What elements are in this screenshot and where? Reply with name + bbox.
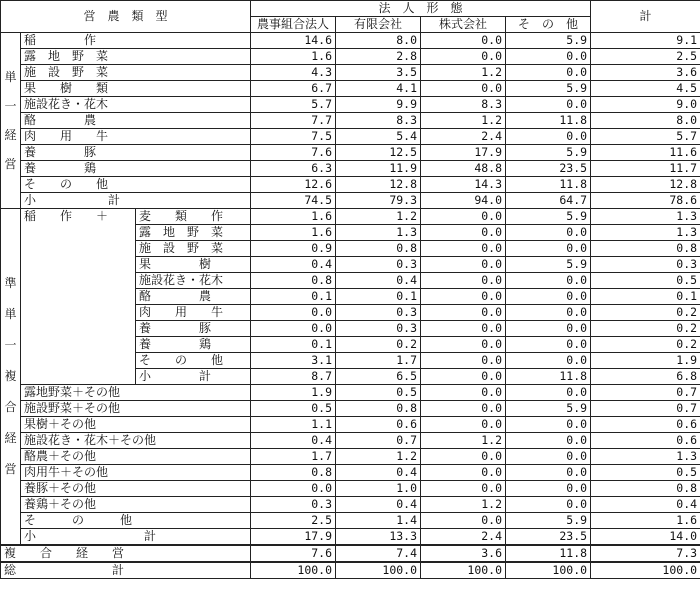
legal-form-header: 法 人 形 態 [251,1,591,17]
value-cell: 0.0 [421,353,506,369]
table-row [1,177,700,193]
row-label: 養豚＋その他 [21,481,251,497]
value-cell: 5.9 [506,145,591,161]
value-cell: 1.1 [251,417,336,433]
value-cell: 0.0 [506,241,591,257]
value-cell: 0.4 [591,497,700,513]
row-label: 果樹＋その他 [21,417,251,433]
value-cell: 12.8 [336,177,421,193]
value-cell: 0.7 [591,385,700,401]
value-cell: 0.0 [251,321,336,337]
row-label: 稲 作 [21,33,251,49]
table-row [1,209,700,225]
value-cell: 1.4 [336,513,421,529]
value-cell: 0.0 [506,129,591,145]
value-cell: 0.3 [336,305,421,321]
group-label-text: 単一経営 [4,69,17,171]
value-cell: 14.3 [421,177,506,193]
value-cell: 23.5 [506,529,591,546]
value-cell: 1.7 [336,353,421,369]
value-cell: 1.9 [591,353,700,369]
value-cell: 2.4 [421,129,506,145]
value-cell: 1.2 [421,65,506,81]
value-cell: 0.0 [506,305,591,321]
value-cell: 0.0 [421,481,506,497]
total-header: 計 [591,1,700,33]
table-row [1,97,700,113]
value-cell: 1.6 [251,209,336,225]
group-label-single [1,33,21,209]
row-label: 養 鶏 [21,161,251,177]
row-label: 露地野菜＋その他 [21,385,251,401]
table-row [1,129,700,145]
grand-total-row [1,562,700,579]
row-label: 施設花き・花木 [136,273,251,289]
value-cell: 0.2 [591,305,700,321]
value-cell: 2.8 [336,49,421,65]
value-cell: 9.1 [591,33,700,49]
table-row [1,161,700,177]
row-label: 酪農＋その他 [21,449,251,465]
value-cell: 3.1 [251,353,336,369]
table-row [1,145,700,161]
value-cell: 8.0 [336,33,421,49]
value-cell: 100.0 [506,562,591,579]
table-row [1,481,700,497]
value-cell: 7.6 [251,145,336,161]
row-label: 施設花き・花木＋その他 [21,433,251,449]
value-cell: 6.3 [251,161,336,177]
row-label: 麦 類 作 [136,209,251,225]
value-cell: 48.8 [421,161,506,177]
value-cell: 0.6 [591,417,700,433]
row-label: 施 設 野 菜 [21,65,251,81]
value-cell: 1.7 [251,449,336,465]
value-cell: 1.6 [591,513,700,529]
value-cell: 0.0 [506,225,591,241]
value-cell: 9.0 [591,97,700,113]
value-cell: 0.0 [421,369,506,385]
row-label: 養 鶏 [136,337,251,353]
rice-group-label: 稲 作 ＋ [21,209,136,385]
value-cell: 1.0 [336,481,421,497]
header-row-1 [1,1,700,17]
value-cell: 0.8 [251,465,336,481]
row-label: そ の 他 [21,513,251,529]
value-cell: 0.1 [251,289,336,305]
table-row [1,465,700,481]
table-row [1,497,700,513]
value-cell: 74.5 [251,193,336,209]
value-cell: 11.8 [506,113,591,129]
value-cell: 79.3 [336,193,421,209]
table-row [1,33,700,49]
farm-type-header: 営 農 類 型 [1,1,251,33]
value-cell: 7.7 [251,113,336,129]
value-cell: 0.0 [421,385,506,401]
value-cell: 1.2 [336,209,421,225]
row-label: 酪 農 [21,113,251,129]
value-cell: 0.0 [421,33,506,49]
value-cell: 3.5 [336,65,421,81]
group-label-semi [1,209,21,546]
value-cell: 100.0 [591,562,700,579]
value-cell: 0.8 [251,273,336,289]
value-cell: 6.8 [591,369,700,385]
value-cell: 0.0 [506,385,591,401]
value-cell: 0.0 [421,321,506,337]
value-cell: 94.0 [421,193,506,209]
row-label: 総 計 [1,562,251,579]
value-cell: 6.7 [251,81,336,97]
value-cell: 0.0 [421,449,506,465]
table-row [1,449,700,465]
value-cell: 0.0 [506,497,591,513]
value-cell: 2.5 [251,513,336,529]
row-label: 複 合 経 営 [1,545,251,562]
value-cell: 11.7 [591,161,700,177]
value-cell: 0.0 [506,49,591,65]
value-cell: 0.9 [251,241,336,257]
value-cell: 64.7 [506,193,591,209]
value-cell: 0.0 [506,353,591,369]
value-cell: 3.6 [421,545,506,562]
row-label: 肉用牛＋その他 [21,465,251,481]
value-cell: 0.0 [421,289,506,305]
row-label: 施設野菜＋その他 [21,401,251,417]
value-cell: 100.0 [421,562,506,579]
value-cell: 1.9 [251,385,336,401]
value-cell: 2.5 [591,49,700,65]
value-cell: 0.0 [251,481,336,497]
row-label: 小 計 [21,193,251,209]
value-cell: 0.1 [251,337,336,353]
value-cell: 12.6 [251,177,336,193]
value-cell: 0.4 [251,433,336,449]
table-row [1,49,700,65]
row-label: 養鶏＋その他 [21,497,251,513]
value-cell: 0.0 [506,465,591,481]
row-label: 果 樹 [136,257,251,273]
row-label: 露 地 野 菜 [21,49,251,65]
row-label: 施 設 野 菜 [136,241,251,257]
value-cell: 11.6 [591,145,700,161]
value-cell: 0.2 [591,321,700,337]
value-cell: 4.5 [591,81,700,97]
value-cell: 0.0 [506,433,591,449]
value-cell: 0.0 [421,257,506,273]
value-cell: 2.4 [421,529,506,546]
value-cell: 0.8 [336,401,421,417]
col-header-other: そ の 他 [506,17,591,33]
value-cell: 5.9 [506,33,591,49]
value-cell: 0.3 [591,257,700,273]
value-cell: 12.8 [591,177,700,193]
value-cell: 14.0 [591,529,700,546]
value-cell: 0.0 [421,273,506,289]
row-label: 肉 用 牛 [136,305,251,321]
value-cell: 1.6 [251,49,336,65]
value-cell: 0.5 [591,465,700,481]
value-cell: 0.0 [421,401,506,417]
value-cell: 1.6 [251,225,336,241]
value-cell: 0.0 [251,305,336,321]
table-row [1,385,700,401]
table-row [1,529,700,546]
complex-row [1,545,700,562]
value-cell: 11.9 [336,161,421,177]
value-cell: 7.4 [336,545,421,562]
table-row [1,81,700,97]
row-label: 養 豚 [21,145,251,161]
value-cell: 0.0 [421,513,506,529]
value-cell: 1.2 [421,113,506,129]
value-cell: 0.0 [506,289,591,305]
value-cell: 0.4 [336,465,421,481]
value-cell: 1.3 [336,225,421,241]
value-cell: 0.1 [336,289,421,305]
value-cell: 5.4 [336,129,421,145]
value-cell: 0.3 [336,321,421,337]
value-cell: 7.6 [251,545,336,562]
value-cell: 8.0 [591,113,700,129]
value-cell: 4.3 [251,65,336,81]
row-label: 養 豚 [136,321,251,337]
value-cell: 0.0 [421,417,506,433]
value-cell: 0.6 [336,417,421,433]
table-body [1,33,700,579]
value-cell: 8.3 [336,113,421,129]
value-cell: 8.7 [251,369,336,385]
value-cell: 1.3 [591,449,700,465]
row-label: 酪 農 [136,289,251,305]
value-cell: 0.2 [591,337,700,353]
row-label: そ の 他 [136,353,251,369]
value-cell: 1.2 [421,497,506,513]
value-cell: 3.6 [591,65,700,81]
col-header-cooperative: 農事組合法人 [251,17,336,33]
value-cell: 0.0 [506,337,591,353]
value-cell: 0.3 [336,257,421,273]
value-cell: 0.0 [506,481,591,497]
value-cell: 0.4 [336,273,421,289]
value-cell: 0.4 [336,497,421,513]
table-row [1,113,700,129]
value-cell: 100.0 [336,562,421,579]
value-cell: 5.7 [591,129,700,145]
value-cell: 5.7 [251,97,336,113]
row-label: 施設花き・花木 [21,97,251,113]
value-cell: 1.3 [591,209,700,225]
row-label: 小 計 [136,369,251,385]
value-cell: 0.0 [421,337,506,353]
table-row [1,193,700,209]
value-cell: 5.9 [506,209,591,225]
value-cell: 5.9 [506,513,591,529]
value-cell: 0.7 [336,433,421,449]
value-cell: 0.0 [506,449,591,465]
value-cell: 1.2 [336,449,421,465]
value-cell: 0.5 [251,401,336,417]
value-cell: 11.8 [506,369,591,385]
value-cell: 0.0 [506,97,591,113]
value-cell: 0.7 [591,401,700,417]
value-cell: 0.0 [506,321,591,337]
value-cell: 0.6 [591,433,700,449]
table-row [1,65,700,81]
table-row [1,401,700,417]
value-cell: 14.6 [251,33,336,49]
value-cell: 0.8 [591,481,700,497]
table-row [1,417,700,433]
row-label: そ の 他 [21,177,251,193]
value-cell: 5.9 [506,401,591,417]
row-label: 果 樹 類 [21,81,251,97]
value-cell: 0.0 [421,225,506,241]
value-cell: 6.5 [336,369,421,385]
value-cell: 0.4 [251,257,336,273]
value-cell: 0.5 [336,385,421,401]
value-cell: 0.0 [421,305,506,321]
value-cell: 0.0 [421,241,506,257]
value-cell: 0.5 [591,273,700,289]
value-cell: 0.0 [421,49,506,65]
value-cell: 0.1 [591,289,700,305]
value-cell: 0.8 [336,241,421,257]
value-cell: 17.9 [421,145,506,161]
row-label: 小 計 [21,529,251,546]
value-cell: 4.1 [336,81,421,97]
value-cell: 8.3 [421,97,506,113]
row-label: 肉 用 牛 [21,129,251,145]
value-cell: 1.2 [421,433,506,449]
table-row [1,513,700,529]
value-cell: 0.0 [421,465,506,481]
value-cell: 5.9 [506,81,591,97]
col-header-limited: 有限会社 [336,17,421,33]
value-cell: 17.9 [251,529,336,546]
value-cell: 0.8 [591,241,700,257]
value-cell: 0.3 [251,497,336,513]
value-cell: 0.0 [421,81,506,97]
value-cell: 0.0 [506,417,591,433]
value-cell: 7.3 [591,545,700,562]
value-cell: 7.5 [251,129,336,145]
value-cell: 1.3 [591,225,700,241]
value-cell: 0.0 [506,65,591,81]
value-cell: 12.5 [336,145,421,161]
value-cell: 0.0 [421,209,506,225]
row-label: 露 地 野 菜 [136,225,251,241]
col-header-stock: 株式会社 [421,17,506,33]
value-cell: 11.8 [506,177,591,193]
value-cell: 100.0 [251,562,336,579]
value-cell: 78.6 [591,193,700,209]
value-cell: 5.9 [506,257,591,273]
group-label-text: 準単一複合経営 [4,276,17,476]
value-cell: 9.9 [336,97,421,113]
value-cell: 0.2 [336,337,421,353]
value-cell: 23.5 [506,161,591,177]
table-row [1,433,700,449]
value-cell: 0.0 [506,273,591,289]
value-cell: 11.8 [506,545,591,562]
value-cell: 13.3 [336,529,421,546]
